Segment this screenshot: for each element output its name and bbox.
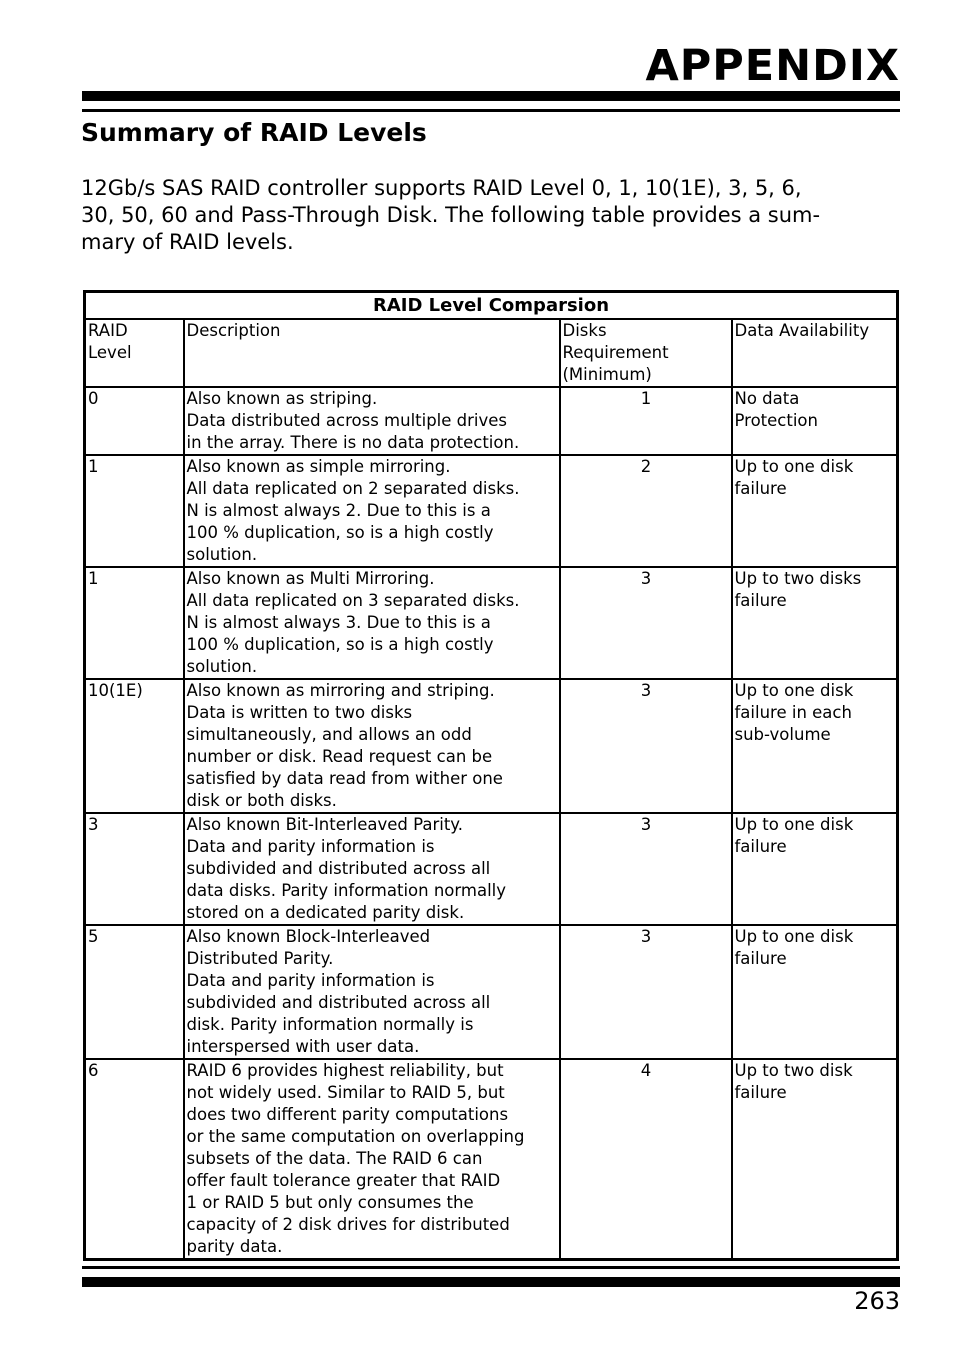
intro-line: 12Gb/s SAS RAID controller supports RAID Level 0, 1, 10(1E), 3, 5, 6, (81, 176, 802, 200)
cell-description: Also known as striping. Data distributed across multiple drives in the array. There is no data protection. (184, 387, 560, 455)
cell-description: Also known Block-Interleaved Distributed Parity. Data and parity information is subdivided and distributed across all disk. Parity information normally is interspersed with user data. (184, 925, 560, 1059)
raid-comparison-table (83, 290, 899, 1261)
header-disks-requirement: Disks Requirement (Minimum) (560, 319, 732, 387)
intro-line: 30, 50, 60 and Pass-Through Disk. The following table provides a sum- (81, 203, 821, 227)
cell-level: 1 (85, 567, 184, 679)
cell-disks: 1 (560, 387, 732, 455)
page-number: 263 (854, 1287, 900, 1315)
cell-availability: Up to two disks failure (732, 567, 898, 679)
cell-description: Also known Bit-Interleaved Parity. Data and parity information is subdivided and distributed across all data disks. Parity information normally stored on a dedicated parity disk. (184, 813, 560, 925)
table-row (85, 455, 898, 567)
header-rule-thin (82, 109, 900, 112)
cell-description: Also known as Multi Mirroring. All data replicated on 3 separated disks. N is almost always 3. Due to this is a 100 % duplication, so is a high costly solution. (184, 567, 560, 679)
cell-level: 1 (85, 455, 184, 567)
cell-level: 3 (85, 813, 184, 925)
table-row (85, 567, 898, 679)
table-header-row (85, 319, 898, 387)
cell-availability: No data Protection (732, 387, 898, 455)
section-title: Summary of RAID Levels (81, 118, 427, 147)
table-caption: RAID Level Comparsion (85, 292, 898, 320)
cell-availability: Up to two disk failure (732, 1059, 898, 1260)
cell-level: 5 (85, 925, 184, 1059)
cell-description: Also known as mirroring and striping. Data is written to two disks simultaneously, and allows an odd number or disk. Read request can be satisfied by data read from wither one disk or both disks. (184, 679, 560, 813)
table-row (85, 813, 898, 925)
cell-description: Also known as simple mirroring. All data replicated on 2 separated disks. N is almost always 2. Due to this is a 100 % duplication, so is a high costly solution. (184, 455, 560, 567)
table-row (85, 387, 898, 455)
intro-paragraph (81, 175, 901, 256)
header-description: Description (184, 319, 560, 387)
header-data-availability: Data Availability (732, 319, 898, 387)
cell-availability: Up to one disk failure in each sub-volume (732, 679, 898, 813)
cell-disks: 3 (560, 679, 732, 813)
cell-level: 10(1E) (85, 679, 184, 813)
header-rule-thick (82, 91, 900, 101)
footer-rule-thick (82, 1277, 900, 1287)
cell-availability: Up to one disk failure (732, 925, 898, 1059)
cell-disks: 3 (560, 925, 732, 1059)
header-raid-level: RAID Level (85, 319, 184, 387)
table-row (85, 1059, 898, 1260)
table-row (85, 679, 898, 813)
cell-level: 6 (85, 1059, 184, 1260)
cell-disks: 3 (560, 813, 732, 925)
cell-disks: 2 (560, 455, 732, 567)
cell-availability: Up to one disk failure (732, 813, 898, 925)
intro-line: mary of RAID levels. (81, 230, 294, 254)
cell-description: RAID 6 provides highest reliability, but not widely used. Similar to RAID 5, but does two different parity computations or the same computation on overlapping subsets of the data. The RAID 6 can offer fault tolerance greater that RAID 1 or RAID 5 but only consumes the capacity of 2 disk drives for distributed parity data. (184, 1059, 560, 1260)
table-row (85, 925, 898, 1059)
cell-disks: 4 (560, 1059, 732, 1260)
cell-disks: 3 (560, 567, 732, 679)
cell-availability: Up to one disk failure (732, 455, 898, 567)
chapter-title: APPENDIX (645, 41, 900, 91)
cell-level: 0 (85, 387, 184, 455)
footer-rule-thin (82, 1266, 900, 1269)
